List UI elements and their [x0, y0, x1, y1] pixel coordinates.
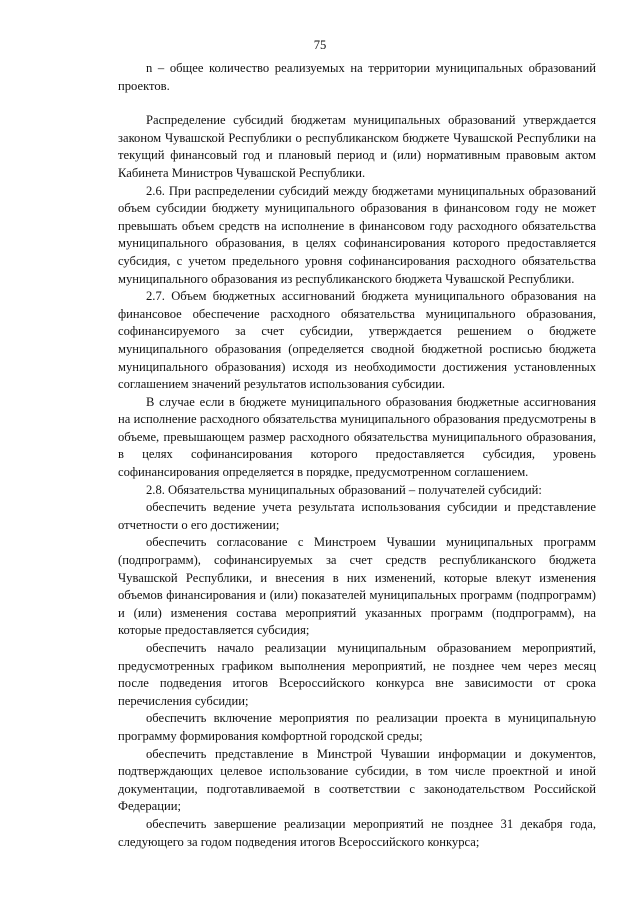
paragraph: 2.8. Обязательства муниципальных образований – получателей субсидий:	[146, 482, 542, 497]
paragraph: 2.6. При распределении субсидий между бюджетами муниципальных образований объем субсидии бюджету муниципального образования в финансовом году не может превышать объем средств на исполнение в финансовом году расходного обязательства муниципального образования, в целях софинансирования которого предоставляется субсидия, с учетом предельного уровня софинансирования расходного обязательства муниципального образования из республиканского бюджета Чувашской Республики.	[118, 183, 596, 286]
document-body	[118, 60, 596, 851]
paragraph: обеспечить представление в Минстрой Чувашии информации и документов, подтверждающих целевое использование субсидии, в том числе проектной и иной документации, подготавливаемой в соответствии с законодательством Российской Федерации;	[118, 746, 596, 814]
paragraph: n – общее количество реализуемых на территории муниципальных образований проектов.	[118, 61, 596, 93]
paragraph: обеспечить завершение реализации мероприятий не позднее 31 декабря года, следующего за годом подведения итогов Всероссийского конкурса;	[118, 816, 596, 849]
paragraph: Распределение субсидий бюджетам муниципальных образований утверждается законом Чувашской Республики о республиканском бюджете Чувашской Республики на текущий финансовый год и плановый период и (или) нормативным правовым актом Кабинета Министров Чувашской Республики.	[118, 113, 596, 180]
paragraph: обеспечить начало реализации муниципальным образованием мероприятий, предусмотренных графиком выполнения мероприятий, не позднее чем через месяц после подведения итогов Всероссийского конкурса вне зависимости от срока перечисления субсидии;	[118, 641, 596, 708]
paragraph: В случае если в бюджете муниципального образования бюджетные ассигнования на исполнение расходного обязательства муниципального образования предусмотрены в объеме, превышающем размер расходного обязательства муниципального образования, в целях софинансирования которого предоставляется субсидия, уровень софинансирования определяется в порядке, предусмотренном соглашением.	[118, 394, 596, 480]
page-number: 75	[313, 38, 327, 52]
paragraph: обеспечить ведение учета результата использования субсидии и представление отчетности о его достижении;	[118, 500, 596, 532]
paragraph: обеспечить согласование с Минстроем Чувашии муниципальных программ (подпрограмм), софинансируемых за счет средств республиканского бюджета Чувашской Республики, и внесения в них изменений, которые влекут изменения объемов финансирования и (или) показателей муниципальных программ (подпрограмм) и (или) изменения состава мероприятий указанных программ (подпрограмм), на которые предоставляется субсидия;	[118, 535, 596, 638]
paragraph: обеспечить включение мероприятия по реализации проекта в муниципальную программу формирования комфортной городской среды;	[118, 711, 596, 743]
paragraph: 2.7. Объем бюджетных ассигнований бюджета муниципального образования на финансовое обеспечение расходного обязательства муниципального образования, софинансируемого за счет субсидии, утверждается решением о бюджете муниципального образования (определяется сводной бюджетной росписью бюджета муниципального образования) исходя из необходимости достижения установленных соглашением значений результатов использования субсидии.	[118, 289, 596, 392]
